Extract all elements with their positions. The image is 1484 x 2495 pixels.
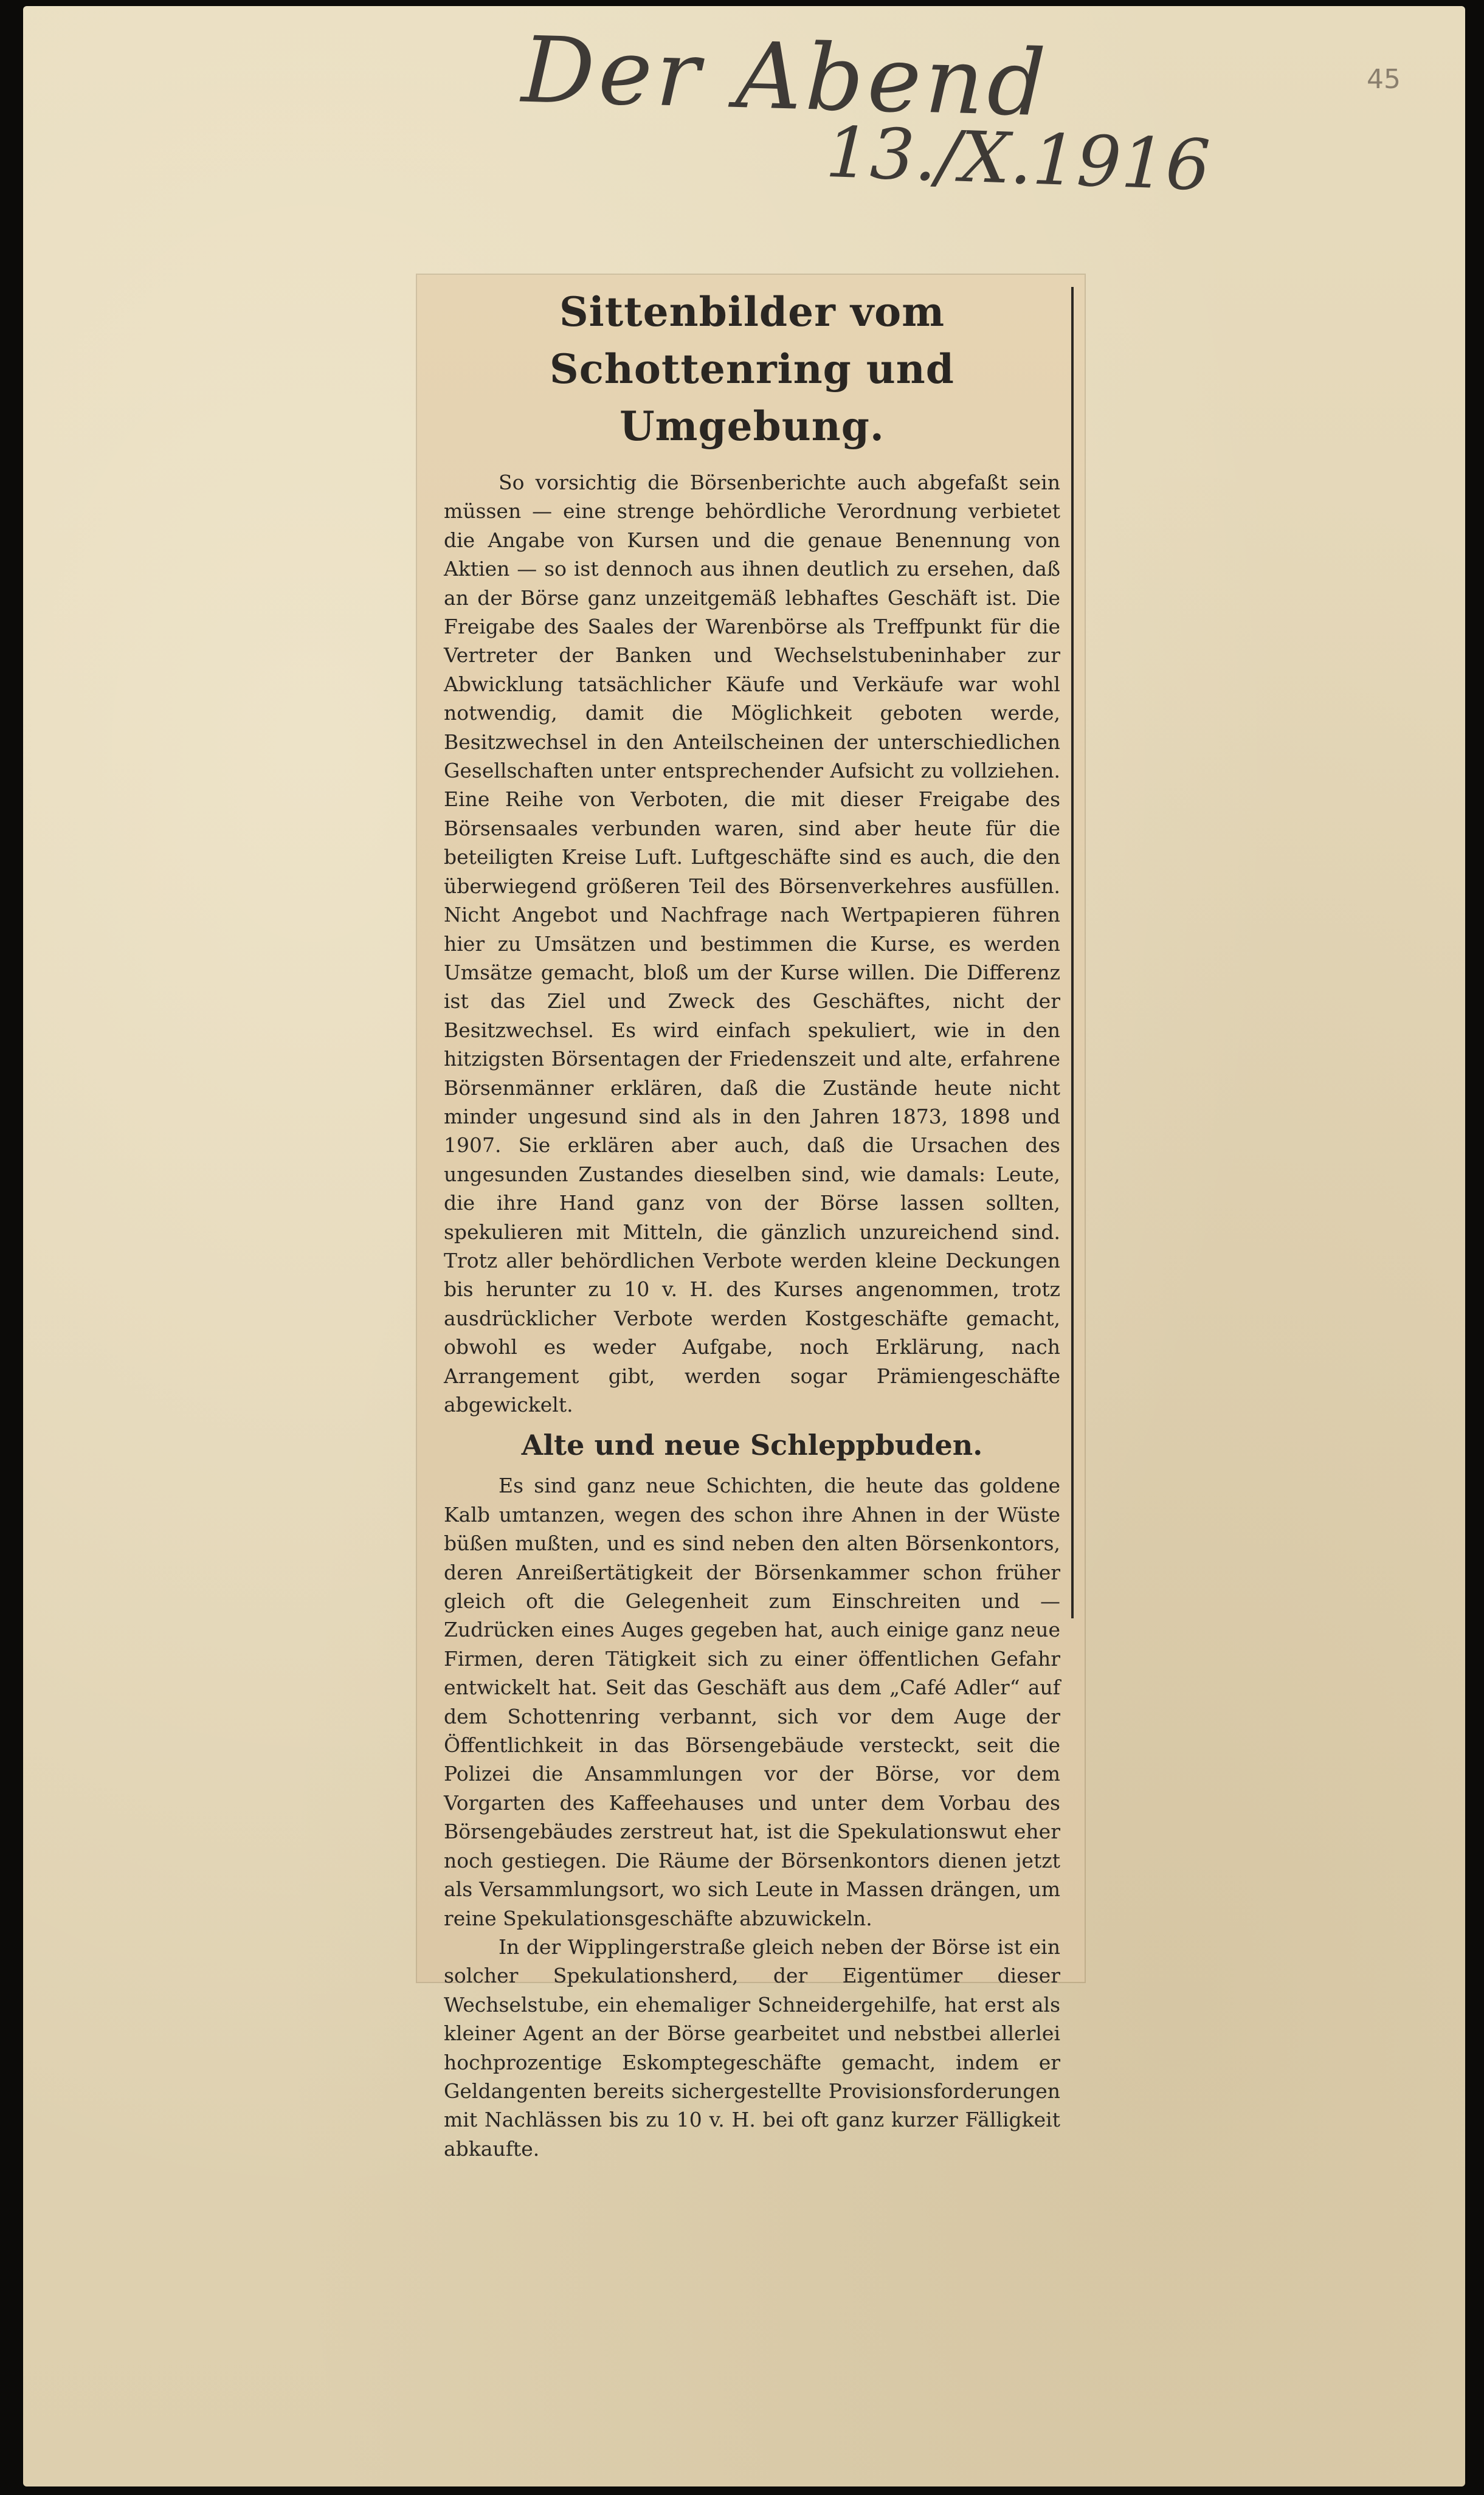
archive-sheet — [23, 6, 1465, 2486]
article-subheading: Alte und neue Schleppbuden. — [521, 1429, 983, 1462]
article-paragraph-1: So vorsichtig die Börsenberichte auch abgefaßt sein müssen — eine strenge behördliche Verordnung verbietet die Angabe von Kursen und die genaue Benennung von Aktien — so ist dennoch aus ihnen deutlich zu ersehen, daß an der Börse ganz unzeitgemäß lebhaftes Geschäft ist. Die Freigabe des Saales der Warenbörse als Treffpunkt für die Vertreter der Banken und Wechselstubeninhaber zur Abwicklung tatsächlicher Käufe und Verkäufe war wohl notwendig, damit die Möglichkeit geboten werde, Besitzwechsel in den Anteilscheinen der unterschiedlichen Gesellschaften unter entsprechender Aufsicht zu vollziehen. Eine Reihe von Verboten, die mit dieser Freigabe des Börsensaales verbunden waren, sind aber heute für die beteiligten Kreise Luft. Luftgeschäfte sind es auch, die den überwiegend größeren Teil des Börsenverkehres ausfüllen. Nicht Angebot und Nachfrage nach Wertpapieren führen hier zu Umsätzen und bestimmen die Kurse, es werden Umsätze gemacht, bloß um der Kurse willen. Die Differenz ist das Ziel und Zweck des Geschäftes, nicht der Besitzwechsel. Es wird einfach spekuliert, wie in den hitzigsten Börsentagen der Friedenszeit und alte, erfahrene Börsenmänner erklären, daß die Zustände heute nicht minder ungesund sind als in den Jahren 1873, 1898 und 1907. Sie erklären aber auch, daß die Ursachen des ungesunden Zustandes dieselben sind, wie damals: Leute, die ihre Hand ganz von der Börse lassen sollten, spekulieren mit Mitteln, die gänzlich unzureichend sind. Trotz aller behördlichen Verbote werden kleine Deckungen bis herunter zu 10 v. H. des Kurses angenommen, trotz ausdrücklicher Verbote werden Kostgeschäfte gemacht, obwohl es weder Aufgabe, noch Erklärung, nach Arrangement gibt, werden sogar Prämiengeschäfte abgewickelt. — [444, 471, 1060, 1417]
article-headline: Sittenbilder vom Schottenring und Umgebung. — [550, 288, 954, 450]
handwritten-newspaper-title: Der Abend — [520, 17, 1051, 137]
newspaper-clipping — [417, 275, 1085, 2161]
article-paragraph-3: In der Wipplingerstraße gleich neben der Börse ist ein solcher Spekulationsherd, der Eigentümer dieser Wechselstube, ein ehemaliger Schneidergehilfe, hat erst als kleiner Agent an der Börse gearbeitet und nebstbei allerlei hochprozentige Eskomptegeschäfte gemacht, indem er Geldangenten bereits sichergestellte Provisionsforderungen mit Nachlässen bis zu 10 v. H. bei oft ganz kurzer Fälligkeit abkaufte. — [444, 1934, 1060, 2161]
column-rule — [1071, 287, 1074, 1618]
handwritten-date: 13./X.1916 — [824, 111, 1212, 207]
archive-page-number: 45 — [1367, 64, 1401, 95]
article-paragraph-2: Es sind ganz neue Schichten, die heute das goldene Kalb umtanzen, wegen des schon ihre Ahnen in der Wüste büßen mußten, und es sind neben den alten Börsenkontors, deren Anreißertätigkeit der Börsenkammer schon früher gleich oft die Gelegenheit zum Einschreiten und — Zudrücken eines Auges gegeben hat, auch einige ganz neue Firmen, deren Tätigkeit sich zu einer öffentlichen Gefahr entwickelt hat. Seit das Geschäft aus dem „Café Adler“ auf dem Schottenring verbannt, sich vor dem Auge der Öffentlichkeit in das Börsengebäude versteckt, seit die Polizei die Ansammlungen vor der Börse, vor dem Vorgarten des Kaffeehauses und unter dem Vorbau des Börsengebäudes zerstreut hat, ist die Spekulationswut eher noch gestiegen. Die Räume der Börsenkontors dienen jetzt als Versammlungsort, wo sich Leute in Massen drängen, um reine Spekulationsgeschäfte abzuwickeln. — [444, 1474, 1060, 1930]
